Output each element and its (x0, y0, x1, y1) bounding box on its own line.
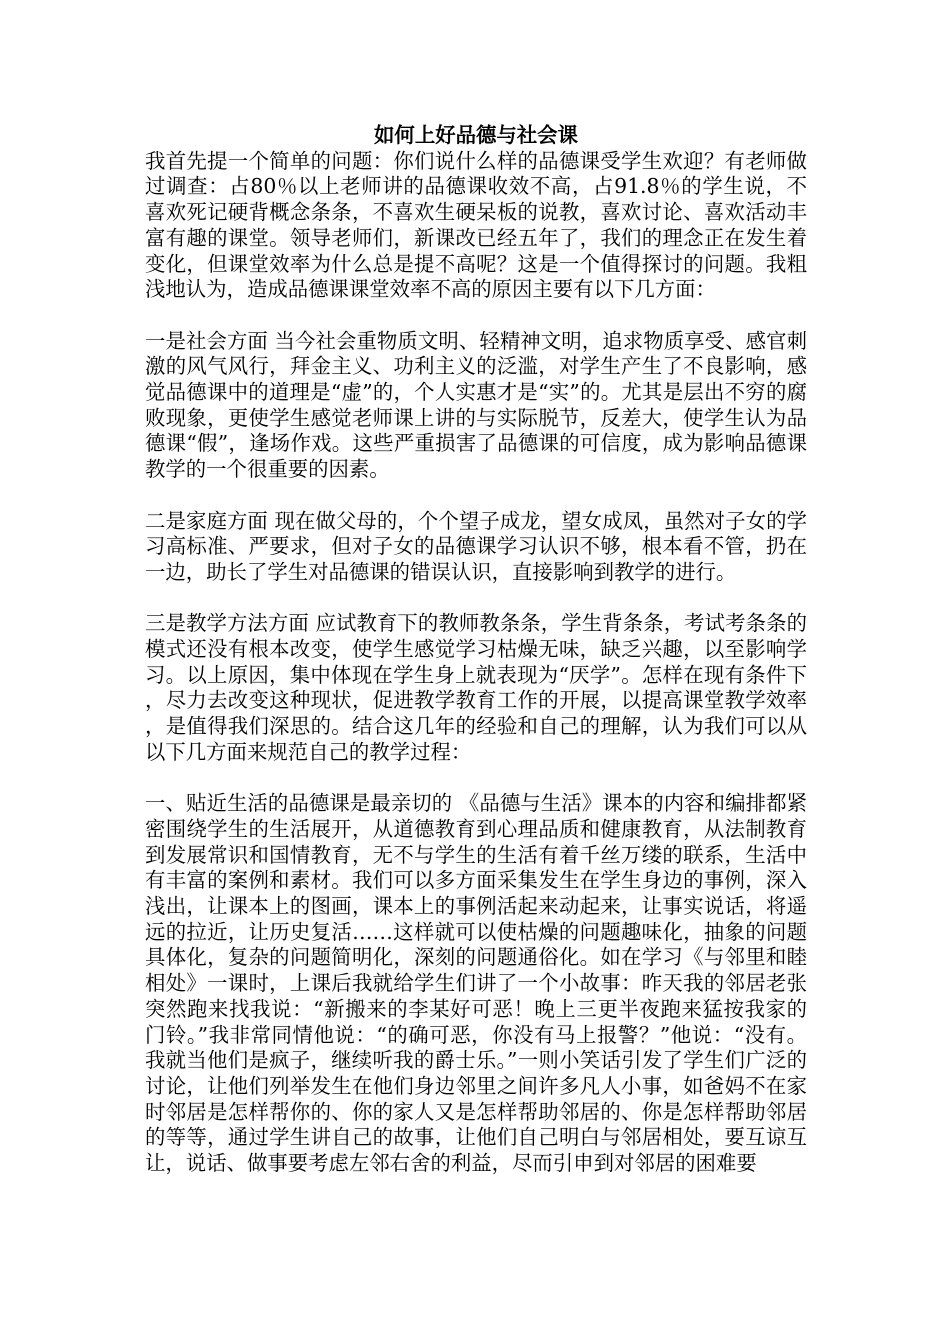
paragraph-teaching-method-aspect: 三是教学方法方面 应试教育下的教师教条条，学生背条条，考试考条条的模式还没有根本改变，使学生感觉学习枯燥无味，缺乏兴趣，以至影响学习。以上原因，集中体现在学生身上就表现为“厌学”。怎样在现有条件下，尽力去改变这种现状，促进教学教育工作的开展，以提高课堂教学效率，是值得我们深思的。结合这几年的经验和自己的理解，认为我们可以从以下几方面来规范自己的教学过程： (145, 611, 807, 764)
paragraph-spacer (145, 766, 807, 792)
paragraph-social-aspect: 一是社会方面 当今社会重物质文明、轻精神文明，追求物质享受、感官刺激的风气风行，拜金主义、功利主义的泛滥，对学生产生了不良影响，感觉品德课中的道理是“虚”的，个人实惠才是“实”的。尤其是层出不穷的腐败现象，更使学生感觉老师课上讲的与实际脱节，反差大，使学生认为品德课“假”，逢场作戏。这些严重损害了品德课的可信度，成为影响品德课教学的一个很重要的因素。 (145, 328, 807, 482)
document-title: 如何上好品德与社会课 (374, 123, 578, 147)
paragraph-family-aspect: 二是家庭方面 现在做父母的，个个望子成龙，望女成凤，虽然对子女的学习高标准、严要求，但对子女的品德课学习认识不够，根本看不管，扔在一边，助长了学生对品德课的错误认识，直接影响到教学的进行。 (145, 508, 807, 584)
paragraph-spacer (145, 586, 807, 612)
paragraph-section-one: 一、贴近生活的品德课是最亲切的 《品德与生活》课本的内容和编排都紧密围绕学生的生活展开，从道德教育到心理品质和健康教育，从法制教育到发展常识和国情教育，无不与学生的生活有着千丝万缕的联系，生活中有丰富的案例和素材。我们可以多方面采集发生在学生身边的事例，深入浅出，让课本上的图画，课本上的事例活起来动起来，让事实说话，将遥远的拉近，让历史复活……这样就可以使枯燥的问题趣味化，抽象的问题具体化，复杂的问题简明化，深刻的问题通俗化。如在学习《与邻里和睦相处》一课时，上课后我就给学生们讲了一个小故事：昨天我的邻居老张突然跑来找我说：“新搬来的李某好可恶！晚上三更半夜跑来猛按我家的门铃。”我非常同情他说：“的确可恶，你没有马上报警？”他说：“没有。我就当他们是疯子，继续听我的爵士乐。”一则小笑话引发了学生们广泛的讨论，让他们列举发生在他们身边邻里之间许多凡人小事，如爸妈不在家时邻居是怎样帮你的、你的家人又是怎样帮助邻居的、你是怎样帮助邻居的等等，通过学生讲自己的故事，让他们自己明白与邻居相处，要互谅互让，说话、做事要考虑左邻右舍的利益，尽而引申到对邻居的困难要 (145, 791, 807, 1176)
paragraph-spacer (145, 303, 807, 329)
paragraph-intro: 我首先提一个简单的问题：你们说什么样的品德课受学生欢迎？有老师做过调查：占80％以上老师讲的品德课收效不高，占91.8％的学生说，不喜欢死记硬背概念条条，不喜欢生硬呆板的说教，喜欢讨论、喜欢活动丰富有趣的课堂。领导老师们，新课改已经五年了，我们的理念正在发生着变化，但课堂效率为什么总是提不高呢？这是一个值得探讨的问题。我粗浅地认为，造成品德课课堂效率不高的原因主要有以下几方面： (145, 148, 807, 302)
document-body (145, 123, 807, 1177)
paragraph-spacer (145, 483, 807, 509)
